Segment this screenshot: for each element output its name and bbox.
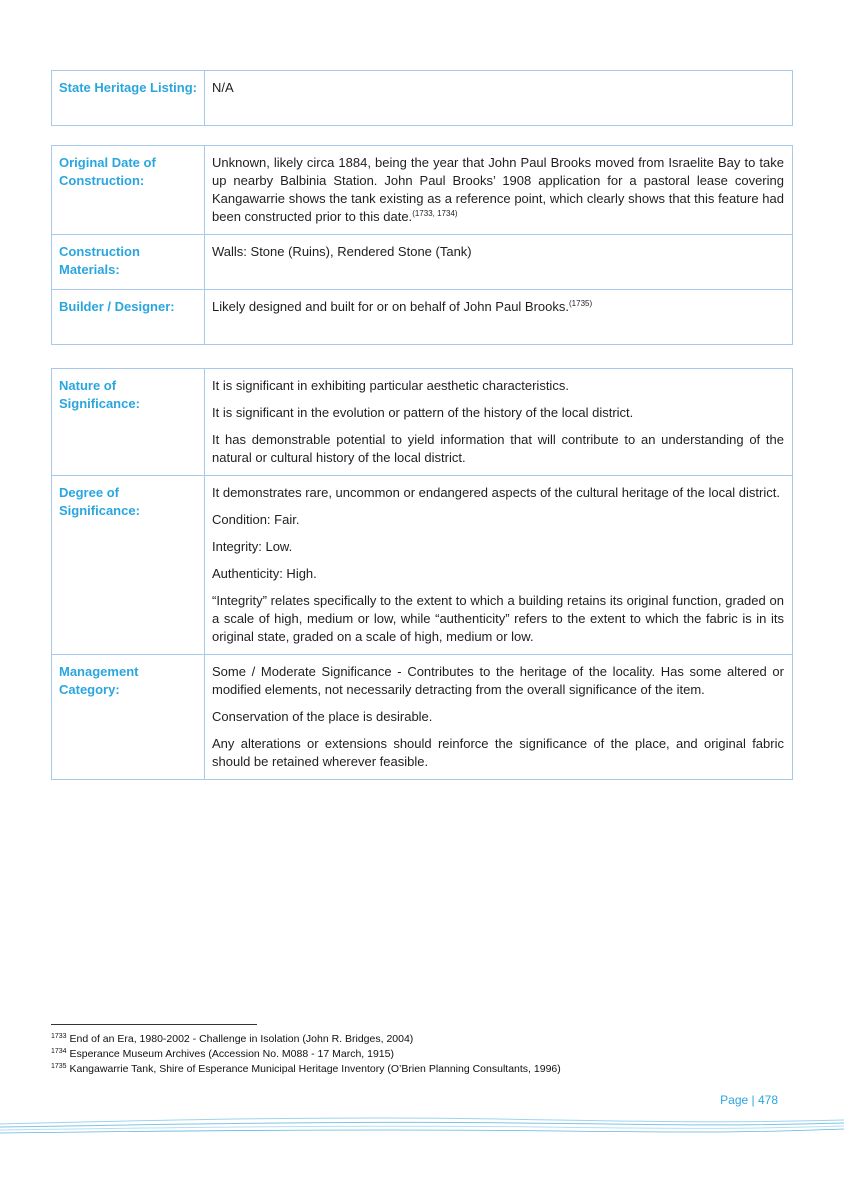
footnote-divider bbox=[51, 1024, 257, 1025]
footnote-number: 1734 bbox=[51, 1048, 67, 1055]
construction-table bbox=[51, 145, 793, 345]
paragraph: Conservation of the place is desirable. bbox=[212, 709, 433, 724]
significance-table bbox=[51, 368, 793, 780]
footnote-number: 1735 bbox=[51, 1063, 67, 1070]
row-label: Construction Materials: bbox=[52, 235, 205, 290]
table-row bbox=[52, 369, 793, 476]
row-value bbox=[205, 146, 793, 235]
paragraph: It has demonstrable potential to yield information that will contribute to an understanding of the natural or cultural history of the local district. bbox=[212, 432, 784, 465]
row-label: Nature of Significance: bbox=[52, 369, 205, 476]
paragraph: Authenticity: High. bbox=[212, 566, 317, 581]
row-value: N/A bbox=[205, 71, 793, 126]
row-label: Original Date of Construction: bbox=[52, 146, 205, 235]
footnotes bbox=[51, 1032, 561, 1077]
heritage-listing-table bbox=[51, 70, 793, 126]
table-row bbox=[52, 655, 793, 780]
footnote-text: Esperance Museum Archives (Accession No. M088 - 17 March, 1915) bbox=[69, 1048, 394, 1060]
footnote bbox=[51, 1032, 561, 1047]
footnote bbox=[51, 1047, 561, 1062]
row-label: State Heritage Listing: bbox=[52, 71, 205, 126]
row-value bbox=[205, 655, 793, 780]
table-row bbox=[52, 476, 793, 655]
row-label: Management Category: bbox=[52, 655, 205, 780]
footnote bbox=[51, 1062, 561, 1077]
paragraph: It demonstrates rare, uncommon or endangered aspects of the cultural heritage of the local district. bbox=[212, 485, 780, 500]
footnote-ref: (1733, 1734) bbox=[412, 209, 458, 218]
table-row bbox=[52, 235, 793, 290]
footnote-ref: (1735) bbox=[569, 299, 593, 308]
table-row bbox=[52, 290, 793, 345]
row-label: Degree of Significance: bbox=[52, 476, 205, 655]
footnote-text: End of an Era, 1980-2002 - Challenge in Isolation (John R. Bridges, 2004) bbox=[69, 1033, 414, 1045]
footnote-number: 1733 bbox=[51, 1033, 67, 1040]
paragraph: Some / Moderate Significance - Contributes to the heritage of the locality. Has some altered or modified elements, not necessarily detracting from the overall significance of the item. bbox=[212, 664, 784, 697]
value-text: Likely designed and built for or on behalf of John Paul Brooks. bbox=[212, 299, 570, 314]
paragraph: It is significant in exhibiting particular aesthetic characteristics. bbox=[212, 378, 569, 393]
footnote-text: Kangawarrie Tank, Shire of Esperance Municipal Heritage Inventory (O’Brien Planning Consultants, 1996) bbox=[69, 1063, 561, 1075]
paragraph: Integrity: Low. bbox=[212, 539, 293, 554]
paragraph: “Integrity” relates specifically to the extent to which a building retains its original function, graded on a scale of high, medium or low, while “authenticity” refers to the extent to which the fabric is in its original state, graded on a scale of high, medium or low. bbox=[212, 593, 784, 644]
table-row bbox=[52, 146, 793, 235]
page-number: Page | 478 bbox=[720, 1093, 778, 1107]
paragraph: Any alterations or extensions should reinforce the significance of the place, and original fabric should be retained wherever feasible. bbox=[212, 736, 784, 769]
paragraph: Condition: Fair. bbox=[212, 512, 300, 527]
row-value bbox=[205, 290, 793, 345]
row-value bbox=[205, 476, 793, 655]
row-value: Walls: Stone (Ruins), Rendered Stone (Tank) bbox=[205, 235, 793, 290]
table-row bbox=[52, 71, 793, 126]
value-text: Unknown, likely circa 1884, being the year that John Paul Brooks moved from Israelite Bay to take up nearby Balbinia Station. John Paul Brooks’ 1908 application for a pastoral lease covering Kangawarrie shows the tank existing as a reference point, which clearly shows that this feature had been constructed prior to this date. bbox=[212, 155, 784, 224]
paragraph: It is significant in the evolution or pattern of the history of the local district. bbox=[212, 405, 634, 420]
row-label: Builder / Designer: bbox=[52, 290, 205, 345]
decorative-wave-lines bbox=[0, 1110, 844, 1140]
row-value bbox=[205, 369, 793, 476]
